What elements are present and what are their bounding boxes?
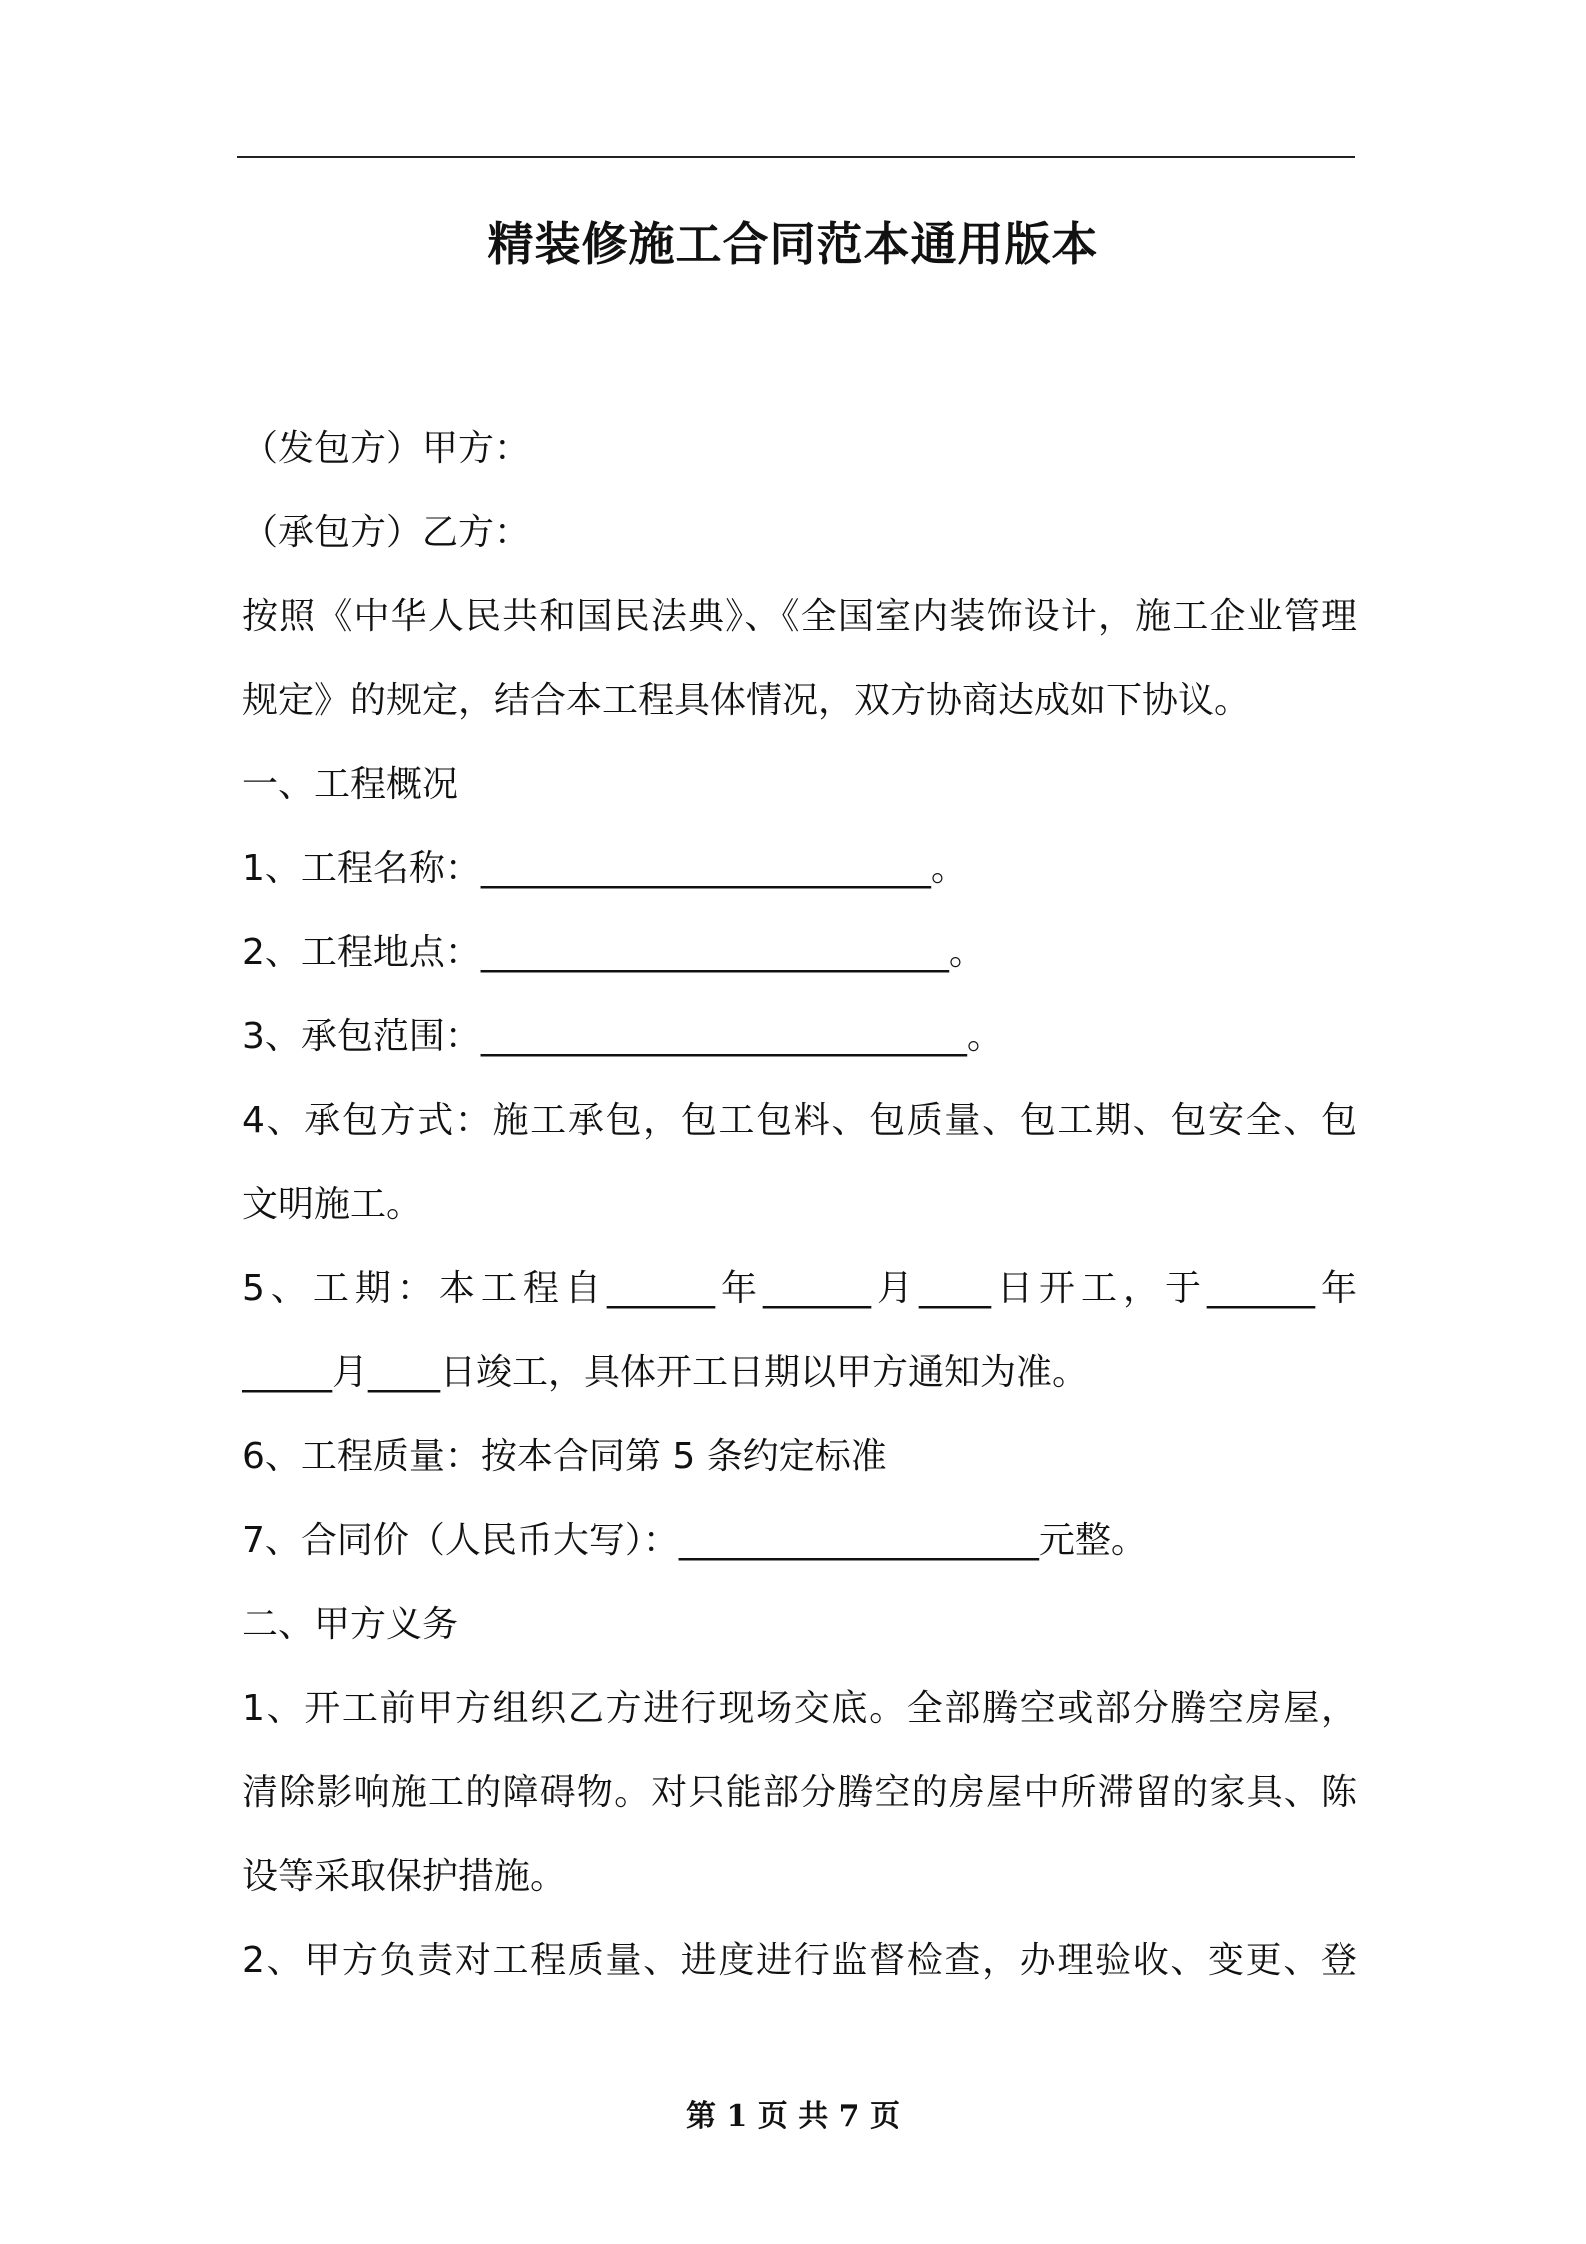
clause-line: 2、甲方负责对工程质量、进度进行监督检查，办理验收、变更、登 (242, 1940, 1357, 1981)
page-number-footer: 第 1 页 共 7 页 (686, 2099, 900, 2134)
party-b-line: （承包方）乙方： (242, 512, 531, 553)
clause-line: 设等采取保护措施。 (242, 1856, 567, 1897)
header-rule (237, 156, 1355, 158)
document-title: 精装修施工合同范本通用版本 (487, 217, 1099, 271)
section-heading: 一、工程概况 (242, 764, 459, 805)
clause-line: 7、合同价（人民币大写）：____________________元整。 (242, 1520, 1147, 1561)
clause-line: 1、开工前甲方组织乙方进行现场交底。全部腾空或部分腾空房屋， (242, 1688, 1357, 1729)
clause-line: 清除影响施工的障碍物。对只能部分腾空的房屋中所滞留的家具、陈 (242, 1772, 1357, 1813)
section-heading: 二、甲方义务 (242, 1604, 459, 1645)
clause-line: _____月____日竣工，具体开工日期以甲方通知为准。 (242, 1352, 1089, 1393)
document-body (242, 407, 1357, 2003)
clause-line: 4、承包方式：施工承包，包工包料、包质量、包工期、包安全、包 (242, 1100, 1357, 1141)
clause-line: 文明施工。 (242, 1184, 423, 1225)
paragraph-line: 按照《中华人民共和国民法典》、《全国室内装饰设计，施工企业管理 (242, 596, 1357, 637)
clause-line: 3、承包范围：___________________________。 (242, 1016, 1003, 1057)
clause-line: 6、工程质量：按本合同第 5 条约定标准 (242, 1436, 887, 1477)
clause-line: 1、工程名称：_________________________。 (242, 848, 967, 889)
clause-line: 5、工期：本工程自______年______月____日开工，于______年 (242, 1268, 1357, 1309)
paragraph-line: 规定》的规定，结合本工程具体情况，双方协商达成如下协议。 (242, 680, 1251, 721)
clause-line: 2、工程地点：__________________________。 (242, 932, 985, 973)
party-a-line: （发包方）甲方： (242, 428, 531, 469)
